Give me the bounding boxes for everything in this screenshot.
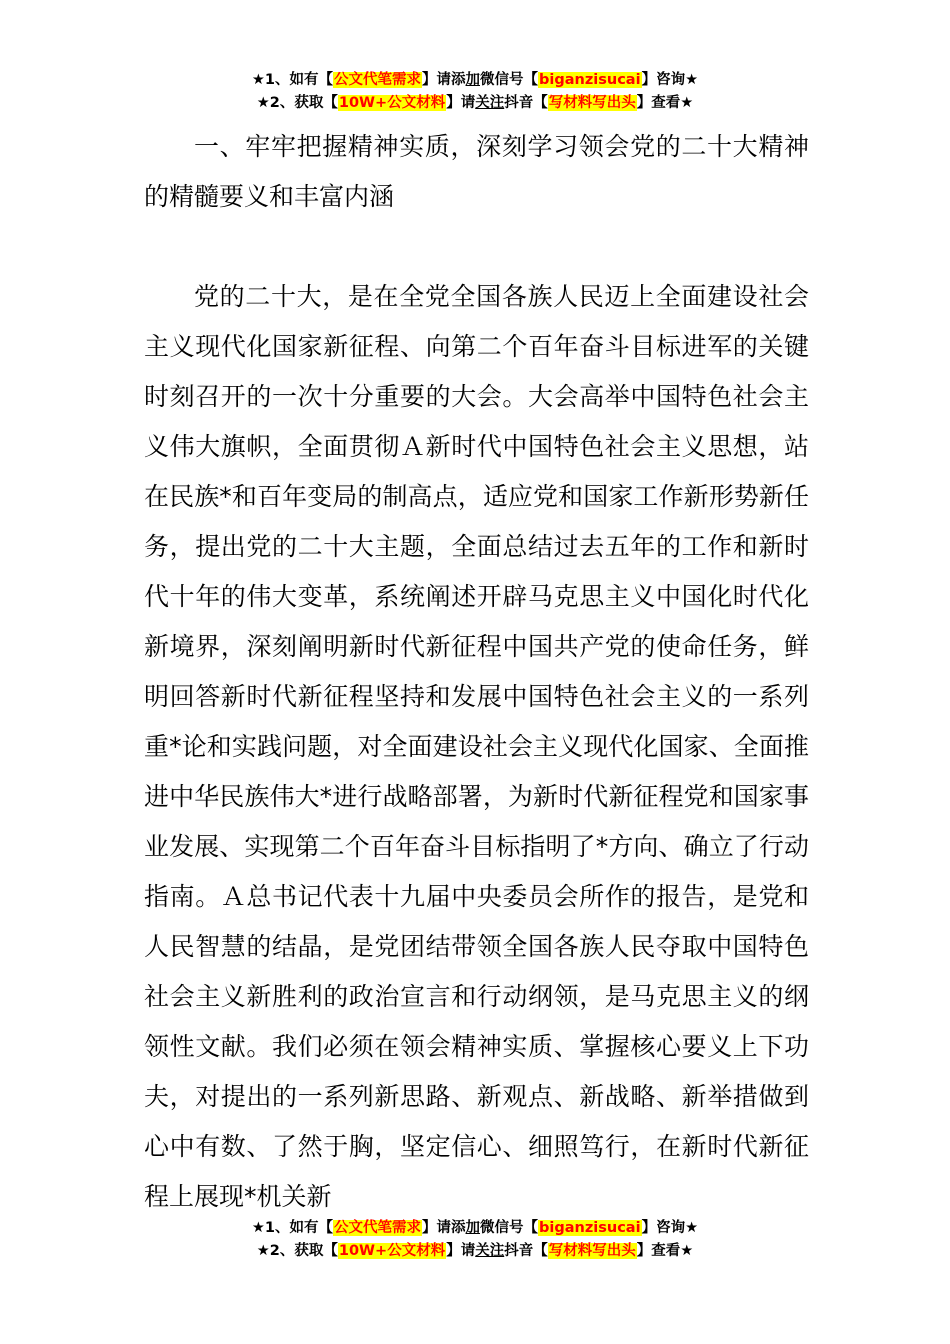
banner-underline: 加 — [465, 72, 481, 88]
banner-highlight: 写材料写出头 — [548, 1243, 636, 1259]
banner-text: 抖音【 — [504, 95, 548, 111]
document-body — [144, 122, 809, 1222]
banner-underline: 关注 — [475, 95, 505, 111]
top-banner — [0, 70, 950, 116]
banner-text: 】请添 — [422, 1220, 466, 1236]
banner-text: ★1、如有【 — [251, 72, 334, 88]
banner-text: 】查看★ — [636, 95, 694, 111]
banner-text: 】咨询★ — [641, 1220, 699, 1236]
banner-line-1 — [0, 1218, 950, 1241]
banner-line-2 — [0, 93, 950, 116]
banner-text: 微信号【 — [480, 1220, 539, 1236]
body-paragraph: 党的二十大，是在全党全国各族人民迈上全面建设社会主义现代化国家新征程、向第二个百年奋斗目标进军的关键时刻召开的一次十分重要的大会。大会高举中国特色社会主义伟大旗帜，全面贯彻Ａ新时代中国特色社会主义思想，站在民族*和百年变局的制高点，适应党和国家工作新形势新任务，提出党的二十大主题，全面总结过去五年的工作和新时代十年的伟大变革，系统阐述开辟马克思主义中国化时代化新境界，深刻阐明新时代新征程中国共产党的使命任务，鲜明回答新时代新征程坚持和发展中国特色社会主义的一系列重*论和实践问题，对全面建设社会主义现代化国家、全面推进中华民族伟大*进行战略部署，为新时代新征程党和国家事业发展、实现第二个百年奋斗目标指明了*方向、确立了行动指南。Ａ总书记代表十九届中央委员会所作的报告，是党和人民智慧的结晶，是党团结带领全国各族人民夺取中国特色社会主义新胜利的政治宣言和行动纲领，是马克思主义的纲领性文献。我们必须在领会精神实质、掌握核心要义上下功夫，对提出的一系列新思路、新观点、新战略、新举措做到心中有数、了然于胸，坚定信心、细照笃行，在新时代新征程上展现*机关新 — [144, 282, 809, 1211]
banner-line-1 — [0, 70, 950, 93]
banner-underline: 加 — [465, 1220, 481, 1236]
banner-text: 抖音【 — [504, 1243, 548, 1259]
banner-highlight: 写材料写出头 — [548, 95, 636, 111]
banner-text: ★1、如有【 — [251, 1220, 334, 1236]
banner-text: 】请 — [446, 1243, 476, 1259]
bottom-banner — [0, 1218, 950, 1264]
banner-text: 】请添 — [422, 72, 466, 88]
banner-text: 】请 — [446, 95, 476, 111]
banner-highlight: 公文代笔需求 — [334, 72, 422, 88]
banner-highlight: biganzisucai — [539, 1220, 641, 1236]
section-heading: 一、牢牢把握精神实质，深刻学习领会党的二十大精神的精髓要义和丰富内涵 — [144, 132, 809, 211]
banner-highlight: 10W+公文材料 — [338, 95, 446, 111]
banner-highlight: 10W+公文材料 — [338, 1243, 446, 1259]
banner-text: 微信号【 — [480, 72, 539, 88]
banner-text: ★2、获取【 — [256, 95, 338, 111]
banner-highlight: 公文代笔需求 — [334, 1220, 422, 1236]
banner-line-2 — [0, 1241, 950, 1264]
banner-text: 】咨询★ — [641, 72, 699, 88]
banner-text: ★2、获取【 — [256, 1243, 338, 1259]
banner-underline: 关注 — [475, 1243, 505, 1259]
banner-highlight: biganzisucai — [539, 72, 641, 88]
banner-text: 】查看★ — [636, 1243, 694, 1259]
